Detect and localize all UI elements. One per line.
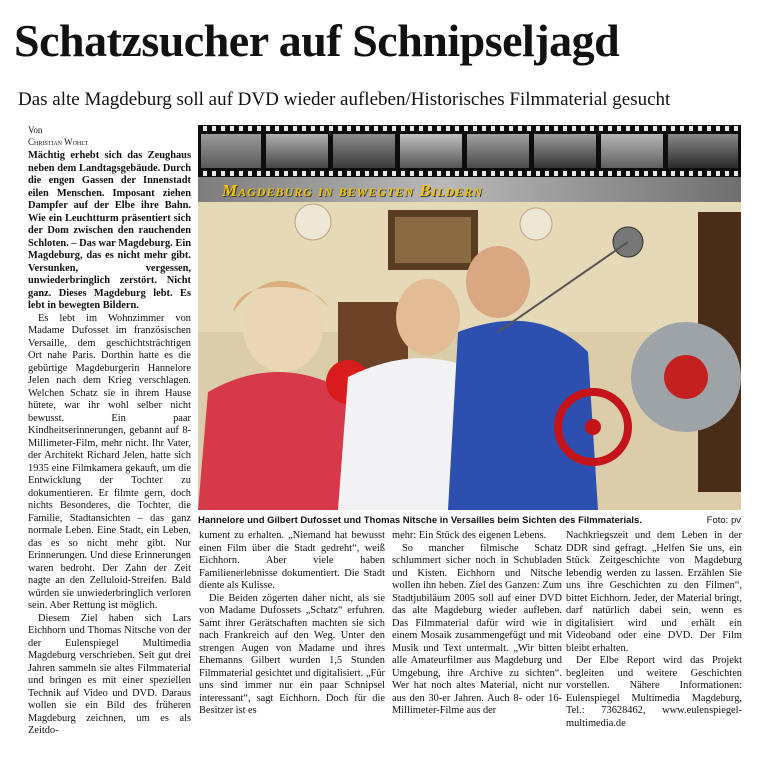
section-banner	[198, 177, 741, 202]
film-frame	[601, 134, 663, 168]
paragraph: Die Beiden zögerten daher nicht, als sie von Madame Dufossets „Schatz“ erfuhren. Samt ihrer Gerätschaften machten sie sich nach Frankreich auf den Weg. Unter den strengen Augen von Madame und ihres Ehemanns Gilbert wurden 1,5 Stunden Filmmaterial gesichtet und digitalisiert. „Für uns sind immer nur ein paar Schnipsel interessant“, sagt Eichhorn. Doch für die Besitzer ist es	[199, 592, 385, 716]
article-column-1	[28, 150, 191, 738]
banner-title: Magdeburg in bewegten Bildern	[222, 181, 483, 200]
film-frame	[467, 134, 529, 168]
lead-paragraph: Mächtig erhebt sich das Zeughaus neben dem Landtagsgebäude. Durch die engen Gassen der Innenstadt eilen Menschen. Imposant ziehen Dampfer auf der Elbe ihre Bahn. Wie ein Leuchtturm präsentiert sich der Dom zwischen den rauchenden Schloten. – Das war Magdeburg. Ein Magdeburg, das es nicht mehr gibt. Versunken, vergessen, unwiederbringlich zerstört. Nicht ganz. Dieses Magdeburg lebt. Es lebt in bewegten Bildern.	[28, 150, 191, 311]
article-photo	[198, 202, 741, 510]
photo-credit: Foto: pv	[706, 515, 741, 526]
subheadline: Das alte Magdeburg soll auf DVD wieder aufleben/Historisches Filmmaterial gesucht	[18, 89, 671, 110]
photo-caption	[198, 515, 741, 526]
byline-prefix: Von	[28, 125, 43, 135]
article-column-2	[199, 530, 385, 718]
paragraph: So mancher filmische Schatz schlummert sicher noch in Schubladen und Kisten. Eichhorn und Nitsche wollen ihn heben. Ziel des Ganzen: Zum Stadtjubiläum 2005 soll auf einer DVD das alte Magdeburg wieder aufleben. Das Filmmaterial dafür wird wie in einem Mosaik zusammengefügt und mit Musik und Text untermalt. „Wir bitten alle Amateurfilmer aus Magdeburg und Umgebung, ihre Archive zu sichten“. Wer hat noch altes Material, nicht nur aus den 30-er Jahren. Auch 8- oder 16-Millimeter-Filme aus der	[392, 542, 562, 716]
byline	[28, 124, 88, 148]
paragraph: Es lebt im Wohnzimmer von Madame Dufosset im französischen Versaille, dem geschichtsträchtigen Ort nahe Paris. Dorthin hatte es die gebürtige Magdeburgerin Hannelore Jelen nach dem Krieg verschlagen. Welchen Schatz sie in ihrem Hause hütete, war ihr wohl selber nicht bewusst. Ein paar Kindheitserinnerungen, gebannt auf 8-Millimeter-Film, mehr nicht. Ihr Vater, der Architekt Richard Jelen, hatte sich 1935 eine Filmkamera gekauft, um die Entwicklung der Tochter zu dokumentieren. Er filmte gern, doch nichts Besonderes, die Tochter, die Familie, Stadtansichten – das ganz normale Leben. Eine Stadt, ein Leben, das es so nicht mehr gibt. Nur Erinnerungen. Und diese Erinnerungen waren bedroht. Der Zahn der Zeit nagte an den Zelluloid-Streifen. Bald würden sie unwiederbringlich verloren sein. Aber Rettung ist möglich.	[28, 312, 191, 611]
film-frame	[534, 134, 596, 168]
film-perforation	[198, 171, 741, 176]
paragraph: mehr: Ein Stück des eigenen Lebens.	[392, 530, 547, 541]
film-frame	[400, 134, 462, 168]
film-perforation	[198, 126, 741, 131]
film-frame	[668, 134, 738, 168]
headline: Schatzsucher auf Schnipseljagd	[14, 15, 620, 66]
filmstrip-image	[198, 125, 741, 177]
photo-illustration	[198, 202, 741, 510]
paragraph: Nachkriegszeit und dem Leben in der DDR sind gefragt. „Helfen Sie uns, ein Stück Zeitgeschichte von Magdeburg lebendig werden zu lassen. Erzählen Sie uns ihre Geschichten zu den Filmen“, bittet Eichhorn. Jeder, der Material bringt, darf natürlich dabei sein, wenn es digitalisiert wird und erhält ein Videoband oder eine DVD. Der Film bleibt erhalten.	[566, 530, 742, 654]
film-frame	[201, 134, 261, 168]
film-frame	[266, 134, 328, 168]
article-column-4	[566, 530, 742, 730]
byline-author: Christian Wohlt	[28, 137, 89, 147]
caption-text: Hannelore und Gilbert Dufosset und Thomas Nitsche in Versailles beim Sichten des Filmmaterials.	[198, 515, 642, 526]
film-frame	[333, 134, 395, 168]
article-column-3	[392, 530, 562, 718]
paragraph: kument zu erhalten. „Niemand hat bewusst einen Film über die Stadt gedreht“, weiß Eichhorn. Aber viele haben Familienerlebnisse dokumentiert. Die Stadt diente als Kulisse.	[199, 530, 385, 591]
paragraph: Der Elbe Report wird das Projekt begleiten und weitere Geschichten vorstellen. Nähere Informationen: Eulenspiegel Multimedia Magdeburg, Tel.: 73628462, www.eulenspiegel-multimedia.de	[566, 655, 742, 729]
paragraph: Diesem Ziel haben sich Lars Eichhorn und Thomas Nitsche von der der Eulenspiegel Multimedia Magdeburg verschrieben. Seit gut drei Jahren sammeln sie altes Filmmaterial und bringen es mit einer speziellen Technik auf Video und DVD. Daraus wollen sie ein Bild des früheren Magdeburg zeichnen, um es als Zeitdo-	[28, 612, 191, 736]
